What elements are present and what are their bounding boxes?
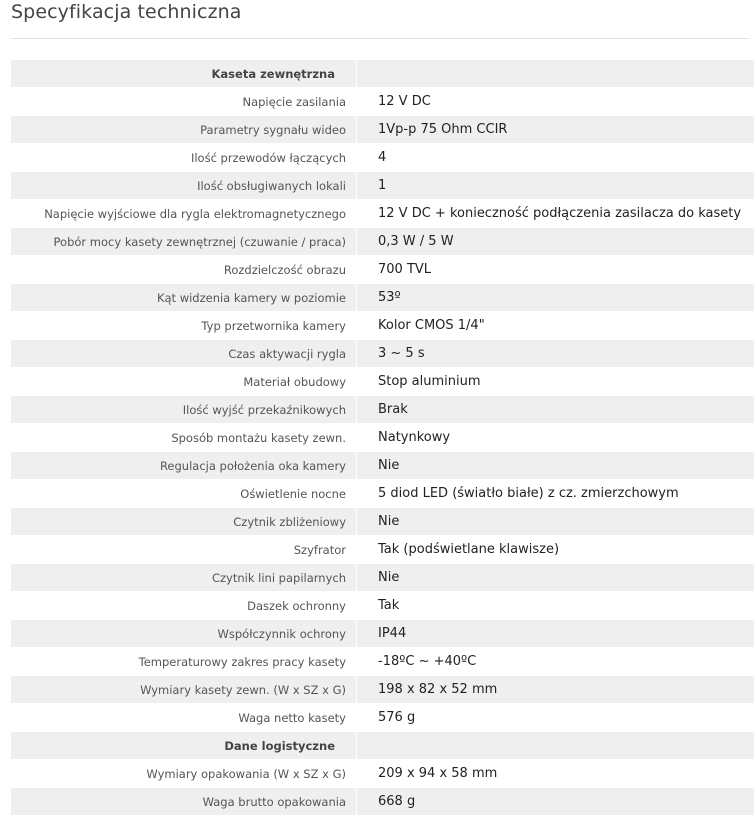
spec-label: Waga netto kasety <box>11 704 357 732</box>
spec-table-body <box>11 60 754 816</box>
spec-label: Parametry sygnału wideo <box>11 116 357 144</box>
table-row <box>11 508 754 536</box>
spec-label: Daszek ochronny <box>11 592 357 620</box>
spec-value: 12 V DC + konieczność podłączenia zasilacza do kasety <box>357 200 754 228</box>
spec-label: Napięcie wyjściowe dla rygla elektromagnetycznego <box>11 200 357 228</box>
spec-value: Tak <box>357 592 754 620</box>
spec-value: Tak (podświetlane klawisze) <box>357 536 754 564</box>
spec-value: Nie <box>357 564 754 592</box>
spec-value: 1Vp-p 75 Ohm CCIR <box>357 116 754 144</box>
table-row <box>11 452 754 480</box>
table-row <box>11 788 754 816</box>
spec-value: Nie <box>357 508 754 536</box>
spec-label: Kąt widzenia kamery w poziomie <box>11 284 357 312</box>
table-row <box>11 424 754 452</box>
section-heading: Dane logistyczne <box>11 732 357 760</box>
table-row <box>11 704 754 732</box>
spec-label: Waga brutto opakowania <box>11 788 357 816</box>
table-row <box>11 284 754 312</box>
spec-label: Napięcie zasilania <box>11 88 357 116</box>
table-row <box>11 536 754 564</box>
table-row <box>11 760 754 788</box>
spec-value: 4 <box>357 144 754 172</box>
spec-label: Regulacja położenia oka kamery <box>11 452 357 480</box>
spec-label: Materiał obudowy <box>11 368 357 396</box>
table-section-header-row <box>11 732 754 760</box>
spec-label: Pobór mocy kasety zewnętrznej (czuwanie / praca) <box>11 228 357 256</box>
table-row <box>11 564 754 592</box>
table-row <box>11 312 754 340</box>
spec-value: Stop aluminium <box>357 368 754 396</box>
table-row <box>11 368 754 396</box>
spec-value: 5 diod LED (światło białe) z cz. zmierzchowym <box>357 480 754 508</box>
spec-value: Nie <box>357 452 754 480</box>
spec-value: 209 x 94 x 58 mm <box>357 760 754 788</box>
spec-label: Sposób montażu kasety zewn. <box>11 424 357 452</box>
spec-value: Brak <box>357 396 754 424</box>
spec-value: 1 <box>357 172 754 200</box>
table-row <box>11 340 754 368</box>
spec-value: 53º <box>357 284 754 312</box>
section-heading: Kaseta zewnętrzna <box>11 60 357 88</box>
table-row <box>11 256 754 284</box>
spec-label: Oświetlenie nocne <box>11 480 357 508</box>
title-divider <box>11 38 749 39</box>
spec-label: Rozdzielczość obrazu <box>11 256 357 284</box>
spec-label: Ilość wyjść przekaźnikowych <box>11 396 357 424</box>
table-row <box>11 592 754 620</box>
table-section-header-row <box>11 60 754 88</box>
spec-label: Czas aktywacji rygla <box>11 340 357 368</box>
spec-label: Wymiary opakowania (W x SZ x G) <box>11 760 357 788</box>
spec-label: Temperaturowy zakres pracy kasety <box>11 648 357 676</box>
spec-value: 198 x 82 x 52 mm <box>357 676 754 704</box>
spec-label: Czytnik lini papilarnych <box>11 564 357 592</box>
spec-label: Czytnik zbliżeniowy <box>11 508 357 536</box>
spec-value: 12 V DC <box>357 88 754 116</box>
table-row <box>11 88 754 116</box>
table-row <box>11 228 754 256</box>
spec-value: 0,3 W / 5 W <box>357 228 754 256</box>
table-row <box>11 144 754 172</box>
table-row <box>11 648 754 676</box>
spec-value: 576 g <box>357 704 754 732</box>
table-row <box>11 396 754 424</box>
spec-label: Ilość obsługiwanych lokali <box>11 172 357 200</box>
table-row <box>11 172 754 200</box>
spec-value: Kolor CMOS 1/4" <box>357 312 754 340</box>
table-row <box>11 116 754 144</box>
table-row <box>11 480 754 508</box>
spec-value: IP44 <box>357 620 754 648</box>
spec-value: 700 TVL <box>357 256 754 284</box>
spec-value: 3 ~ 5 s <box>357 340 754 368</box>
spec-value: -18ºC ~ +40ºC <box>357 648 754 676</box>
table-row <box>11 676 754 704</box>
table-row <box>11 620 754 648</box>
spec-value: 668 g <box>357 788 754 816</box>
spec-label: Ilość przewodów łączących <box>11 144 357 172</box>
spec-value: Natynkowy <box>357 424 754 452</box>
spec-label: Typ przetwornika kamery <box>11 312 357 340</box>
page-title: Specyfikacja techniczna <box>11 1 242 23</box>
spec-label: Współczynnik ochrony <box>11 620 357 648</box>
spec-label: Wymiary kasety zewn. (W x SZ x G) <box>11 676 357 704</box>
table-row <box>11 200 754 228</box>
section-value-empty <box>357 732 754 760</box>
spec-label: Szyfrator <box>11 536 357 564</box>
section-value-empty <box>357 60 754 88</box>
spec-table <box>11 60 754 816</box>
